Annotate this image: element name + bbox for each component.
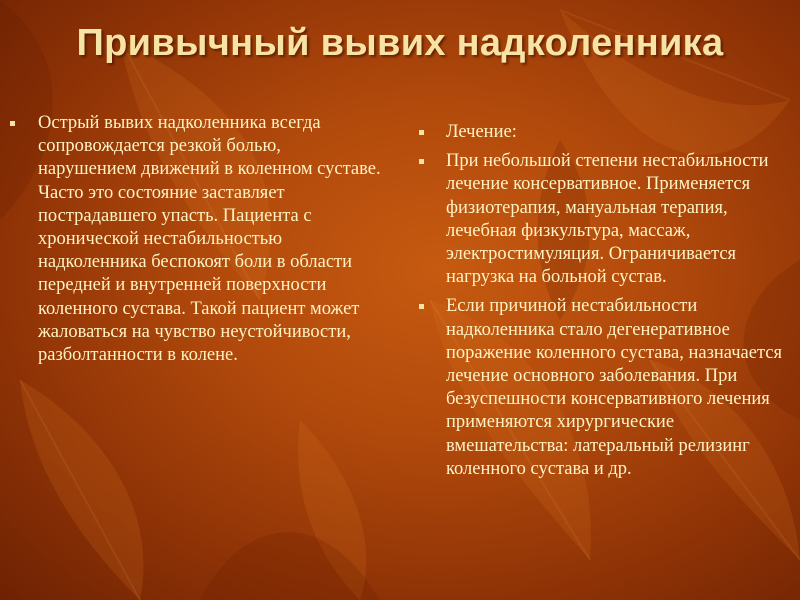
list-item bbox=[418, 121, 790, 144]
right-column bbox=[418, 121, 790, 487]
list-item-text: Лечение: bbox=[446, 122, 517, 142]
slide-title: Привычный вывих надколенника bbox=[76, 22, 724, 64]
list-item-text: Острый вывих надколенника всегда сопровождается резкой болью, нарушением движений в коленном суставе. Часто это состояние заставляет пострадавшего упасть. Пациента с хронической нестабильностью надколенника беспокоят боли в области передней и внутренней поверхности коленного сустава. Такой пациент может жаловаться на чувство неустойчивости, разболтанности в колене. bbox=[38, 113, 381, 366]
square-bullet-icon bbox=[419, 159, 424, 164]
square-bullet-icon bbox=[419, 130, 424, 135]
left-column bbox=[10, 112, 382, 373]
list-item bbox=[418, 150, 790, 289]
square-bullet-icon bbox=[419, 304, 424, 309]
list-item bbox=[10, 112, 382, 367]
square-bullet-icon bbox=[10, 121, 15, 126]
list-item bbox=[418, 295, 790, 481]
list-item-text: При небольшой степени нестабильности лечение консервативное. Применяется физиотерапия, мануальная терапия, лечебная физкультура, массаж, электростимуляция. Ограничивается нагрузка на больной сустав. bbox=[446, 151, 769, 288]
list-item-text: Если причиной нестабильности надколенника стало дегенеративное поражение коленного сустава, назначается лечение основного заболевания. При безуспешности консервативного лечения применяются хирургические вмешательства: латеральный релизинг коленного сустава и др. bbox=[446, 296, 782, 479]
